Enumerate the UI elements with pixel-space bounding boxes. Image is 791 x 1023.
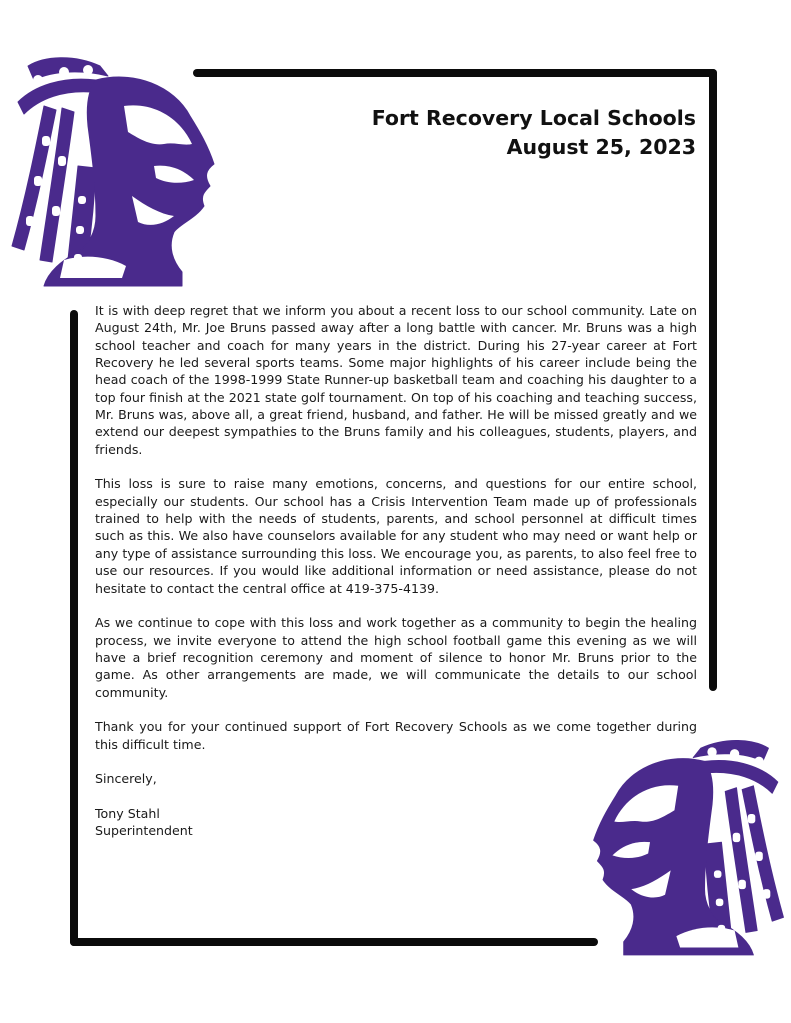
indian-head-mascot-icon xyxy=(4,46,220,292)
letter-body xyxy=(95,302,697,840)
signer-title: Superintendent xyxy=(95,823,193,839)
signer-name: Tony Stahl xyxy=(95,805,160,821)
body-paragraph-3: As we continue to cope with this loss and work together as a community to begin the healing process, we invite everyone to attend the high school football game this evening as we will have a brief recognition ceremony and moment of silence to honor Mr. Bruns prior to the game. As other arrangements are made, we will communicate the details to our school community. xyxy=(95,615,697,700)
frame-bottom-border xyxy=(70,938,598,946)
body-paragraph-1: It is with deep regret that we inform you about a recent loss to our school community. Late on August 24th, Mr. Joe Bruns passed away after a long battle with cancer. Mr. Bruns was a high school teacher and coach for many years in the district. During his 27-year career at Fort Recovery he led several sports teams. Some major highlights of his career include being the head coach of the 1998-1999 State Runner-up basketball team and coaching his daughter to a top four finish at the 2021 state golf tournament. On top of his coaching and teaching success, Mr. Bruns was, above all, a great friend, husband, and father. He will be missed greatly and we extend our deepest sympathies to the Bruns family and his colleagues, students, players, and friends. xyxy=(95,303,697,457)
signature-block xyxy=(95,805,697,840)
mascot-logo-top xyxy=(4,46,220,292)
frame-left-border xyxy=(70,310,78,946)
body-paragraph-2: This loss is sure to raise many emotions, concerns, and questions for our entire school, especially our students. Our school has a Crisis Intervention Team made up of professionals trained to help with the needs of students, parents, and school personnel at difficult times such as this. We also have counselors available for any student who may need or want help or any type of assistance surrounding this loss. We encourage you, as parents, to also feel free to use our resources. If you would like additional information or need assistance, please do not hesitate to contact the central office at 419-375-4139. xyxy=(95,476,697,596)
letter-closing: Sincerely, xyxy=(95,771,157,787)
frame-top-border xyxy=(193,69,717,77)
frame-right-border xyxy=(709,69,717,691)
letter-date: August 25, 2023 xyxy=(506,135,696,159)
letter-header xyxy=(372,104,696,162)
body-paragraph-4: Thank you for your continued support of Fort Recovery Schools as we come together during this difficult time. xyxy=(95,719,697,752)
organization-name: Fort Recovery Local Schools xyxy=(371,106,696,130)
